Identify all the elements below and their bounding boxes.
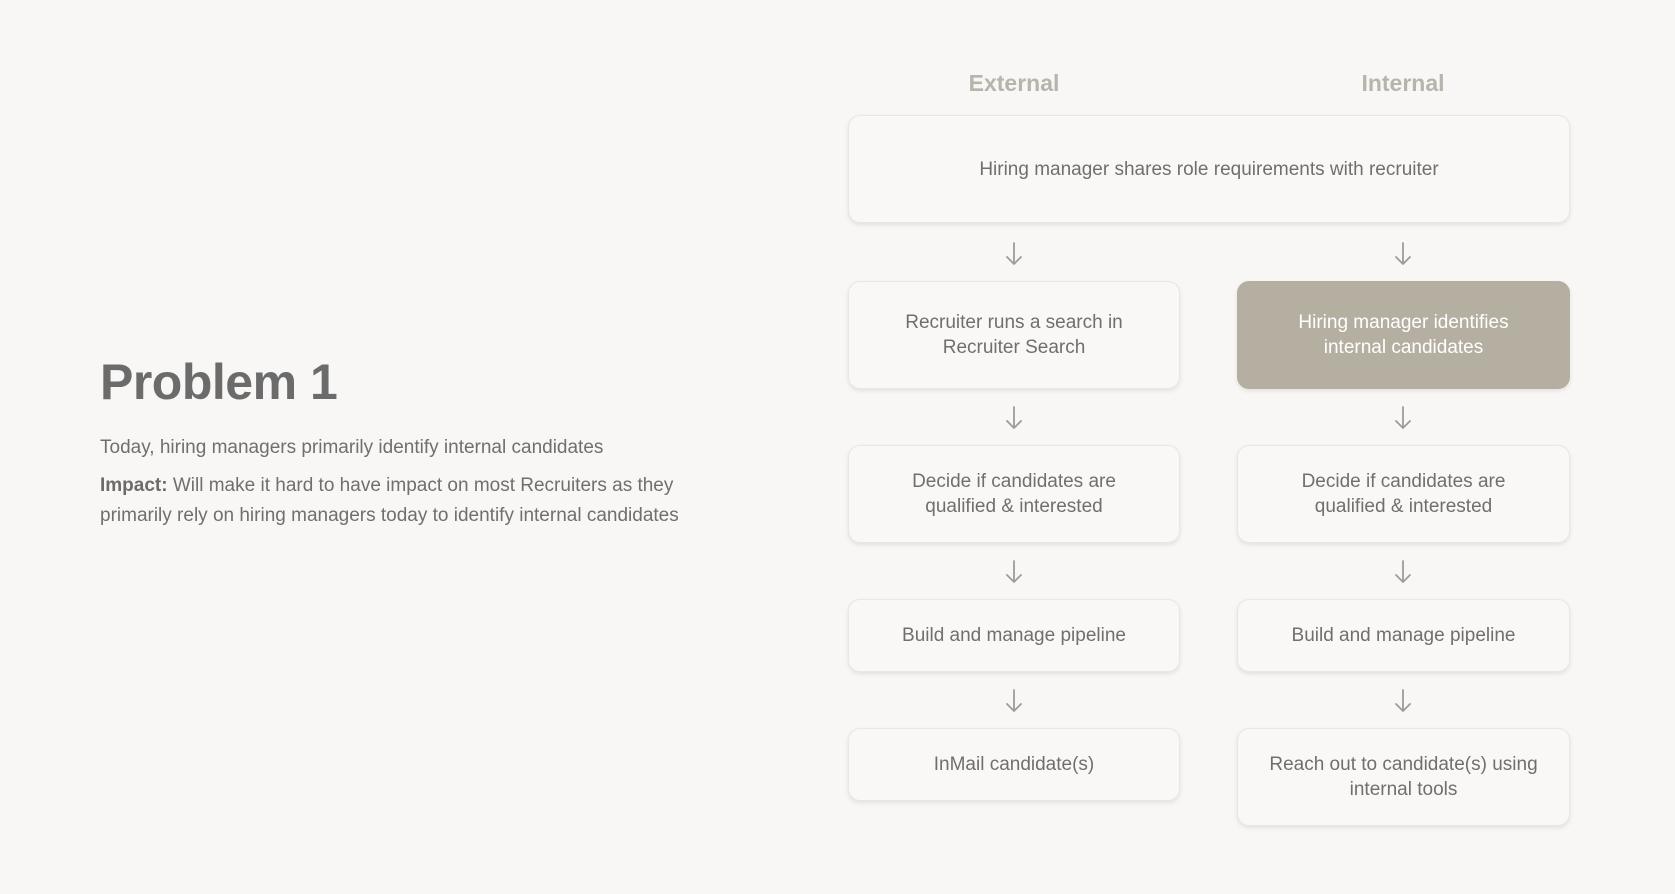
flow-step-internal-4: Reach out to candidate(s) using internal tools	[1237, 728, 1570, 826]
arrow-down-icon	[1003, 688, 1025, 714]
flow-step-external-3: Build and manage pipeline	[848, 599, 1180, 672]
impact-body: Will make it hard to have impact on most Recruiters as they primarily rely on hiring managers today to identify internal candidates	[100, 475, 679, 526]
arrow-down-icon	[1003, 559, 1025, 585]
flow-step-external-1: Recruiter runs a search in Recruiter Search	[848, 281, 1180, 389]
flow-step-shared: Hiring manager shares role requirements with recruiter	[848, 115, 1570, 223]
flow-step-internal-1-highlighted: Hiring manager identifies internal candidates	[1237, 281, 1570, 389]
column-header-internal: Internal	[1361, 70, 1445, 96]
flow-step-internal-2: Decide if candidates are qualified & interested	[1237, 445, 1570, 543]
flow-step-external-4: InMail candidate(s)	[848, 728, 1180, 801]
arrow-down-icon	[1392, 241, 1414, 267]
arrow-down-icon	[1392, 559, 1414, 585]
arrow-down-icon	[1003, 241, 1025, 267]
summary-text: Today, hiring managers primarily identify internal candidates	[100, 437, 604, 458]
impact-label: Impact:	[100, 475, 168, 496]
flow-step-external-2: Decide if candidates are qualified & interested	[848, 445, 1180, 543]
page-title: Problem 1	[100, 354, 338, 410]
column-header-external: External	[968, 70, 1060, 96]
arrow-down-icon	[1392, 688, 1414, 714]
arrow-down-icon	[1003, 405, 1025, 431]
problem-panel	[100, 354, 740, 539]
flow-step-internal-3: Build and manage pipeline	[1237, 599, 1570, 672]
arrow-down-icon	[1392, 405, 1414, 431]
impact-text	[100, 471, 740, 531]
